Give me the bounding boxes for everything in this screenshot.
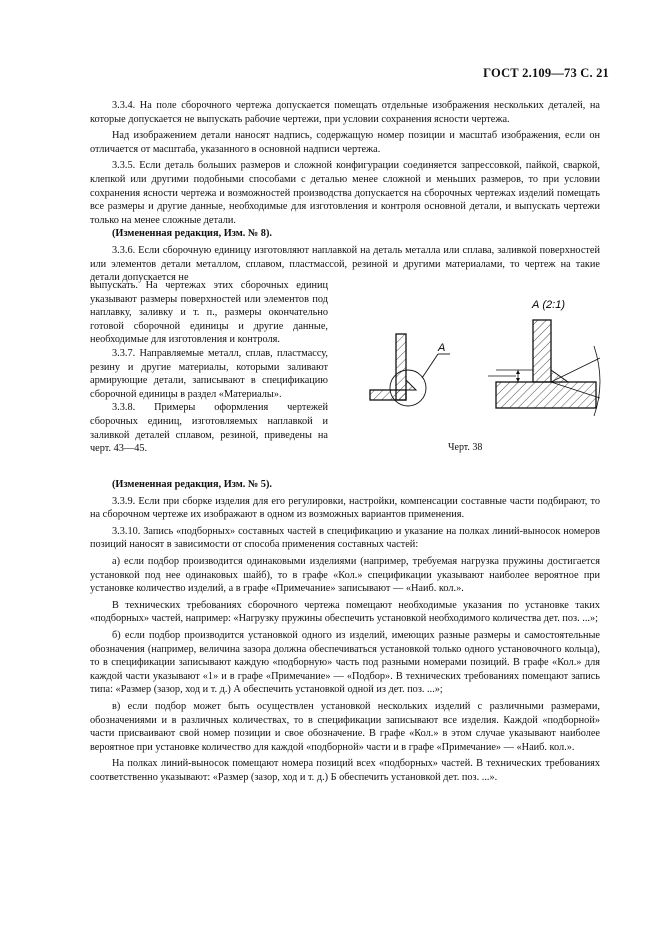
paragraph: 3.3.10. Запись «подборных» составных частей в спецификацию и указание на полках линий-выносок номеров позиций наносят в зависимости от способа применения составных частей:	[90, 525, 600, 551]
detail-label: А	[438, 342, 446, 354]
enlarged-vertical-plate	[533, 320, 551, 382]
paragraph: 3.3.8. Примеры оформления чертежей сборочных единиц, изготовляемых наплавкой и заливкой деталей сплавом, резиной, приведены на черт. 43—45.	[90, 402, 328, 455]
paragraph: 3.3.7. Направляемые металл, сплав, пластмассу, резину и другие материалы, которыми заливают армирующие детали, записывают в спецификацию сборочной единицы в раздел «Материалы».	[90, 347, 328, 400]
paragraph: 3.3.4. На поле сборочного чертежа допускается помещать отдельные изображения нескольких деталей, на которые допускается не выпускать рабочие чертежи, при условии сохранения ясности чертежа.	[90, 100, 600, 125]
paragraph: (Измененная редакция, Изм. № 5).	[112, 479, 272, 490]
paragraph: а) если подбор производится одинаковыми изделиями (например, требуемая нагрузка пружины достигается установкой под нее одинаковых шайб), то в графе «Кол.» спецификации указывают наиболее вероятное при установке количество изделий, а в графе «Примечание» записывают — «Наиб. кол.».	[90, 555, 600, 595]
paragraph: 3.3.5. Если деталь больших размеров и сложной конфигурации соединяется запрессовкой, пайкой, сваркой, клепкой или другими подобными способами с деталью менее сложной и меньших размеров, то при условии сохранения ясности чертежа и возможностей производства допускается на сборочных чертежах изделий помещать все размеры и другие данные, необходимые для изготовления и контроля основной детали, и выпускать чертежи только на менее сложные детали.	[90, 160, 600, 226]
technical-drawing	[368, 286, 606, 446]
paragraph: На полках линий-выносок помещают номера позиций всех «подборных» частей. В технических требованиях соответственно указывают: «Размер (зазор, ход и т. д.) Б обеспечить установкой дет. поз. ...».	[90, 758, 600, 783]
enlarged-weld	[551, 370, 568, 382]
paragraph: В технических требованиях сборочного чертежа помещают необходимые указания по установке таких «подборных» частей, например: «Нагрузку пружины обеспечить установкой необходимого количества дет. поз. ...»;	[90, 599, 600, 625]
paragraph: 3.3.9. Если при сборке изделия для его регулировки, настройки, компенсации составные части подбирают, то на сборочном чертеже их изображают в одном из возможных вариантов применения.	[90, 495, 600, 521]
paragraph: в) если подбор может быть осуществлен установкой нескольких изделий с различными размерами, обозначениями и в различных количествах, то в спецификации записывают все изделия. Каждой «подборной» части присваивают свой номер позиции и свое обозначение. В графе «Кол.» в этом случае указывают наиболее вероятное при установке количество для каждой «подборной» части и в графе «Примечание» — «Наиб. кол.».	[90, 700, 600, 753]
enlarged-horizontal-plate	[496, 382, 596, 408]
text-block-bottom	[90, 478, 600, 784]
leader-line	[422, 354, 438, 378]
paragraph: 3.3.6. Если сборочную единицу изготовляют наплавкой на деталь металла или сплава, заливкой поверхностей или элементов детали металлом, сплавом, пластмассой, резиной и другими материалами, то чертеж на такие детали допускается не	[90, 244, 600, 284]
weld-bead	[406, 380, 416, 390]
drawing-figure-38	[368, 286, 606, 453]
paragraph: б) если подбор производится установкой одного из изделий, имеющих разные размеры и самостоятельные обозначения (например, величина зазора должна обеспечиваться установкой только одного установочного кольца), то в спецификации записывают каждую «подборную» часть под разными номерами позиций. В графе «Кол.» для каждой части указывают «1» и в графе «Примечание» — «Подбор». В технических требованиях помещают запись типа: «Размер (зазор, ход и т. д.) А обеспечить установкой одной из дет. поз. ...»;	[90, 629, 600, 696]
page-header: ГОСТ 2.109—73 С. 21	[483, 66, 609, 80]
figure-caption: Черт. 38	[448, 442, 483, 453]
paragraph: (Измененная редакция, Изм. № 8).	[112, 228, 272, 240]
paragraph: Над изображением детали наносят надпись, содержащую номер позиции и масштаб изображения, если он отличается от масштаба, указанного в основной надписи чертежа.	[90, 130, 600, 155]
text-block-beside-figure	[90, 279, 328, 456]
text-block-top	[90, 99, 600, 285]
scale-label: А (2:1)	[532, 299, 566, 311]
horizontal-plate	[370, 390, 406, 400]
paragraph: выпускать. На чертежах этих сборочных единиц указывают размеры поверхностей или элементов под наплавку, заливку и т. п., размеры окончательно готовой сборочной единицы и другие данные, необходимые для изготовления и контроля.	[90, 280, 328, 346]
